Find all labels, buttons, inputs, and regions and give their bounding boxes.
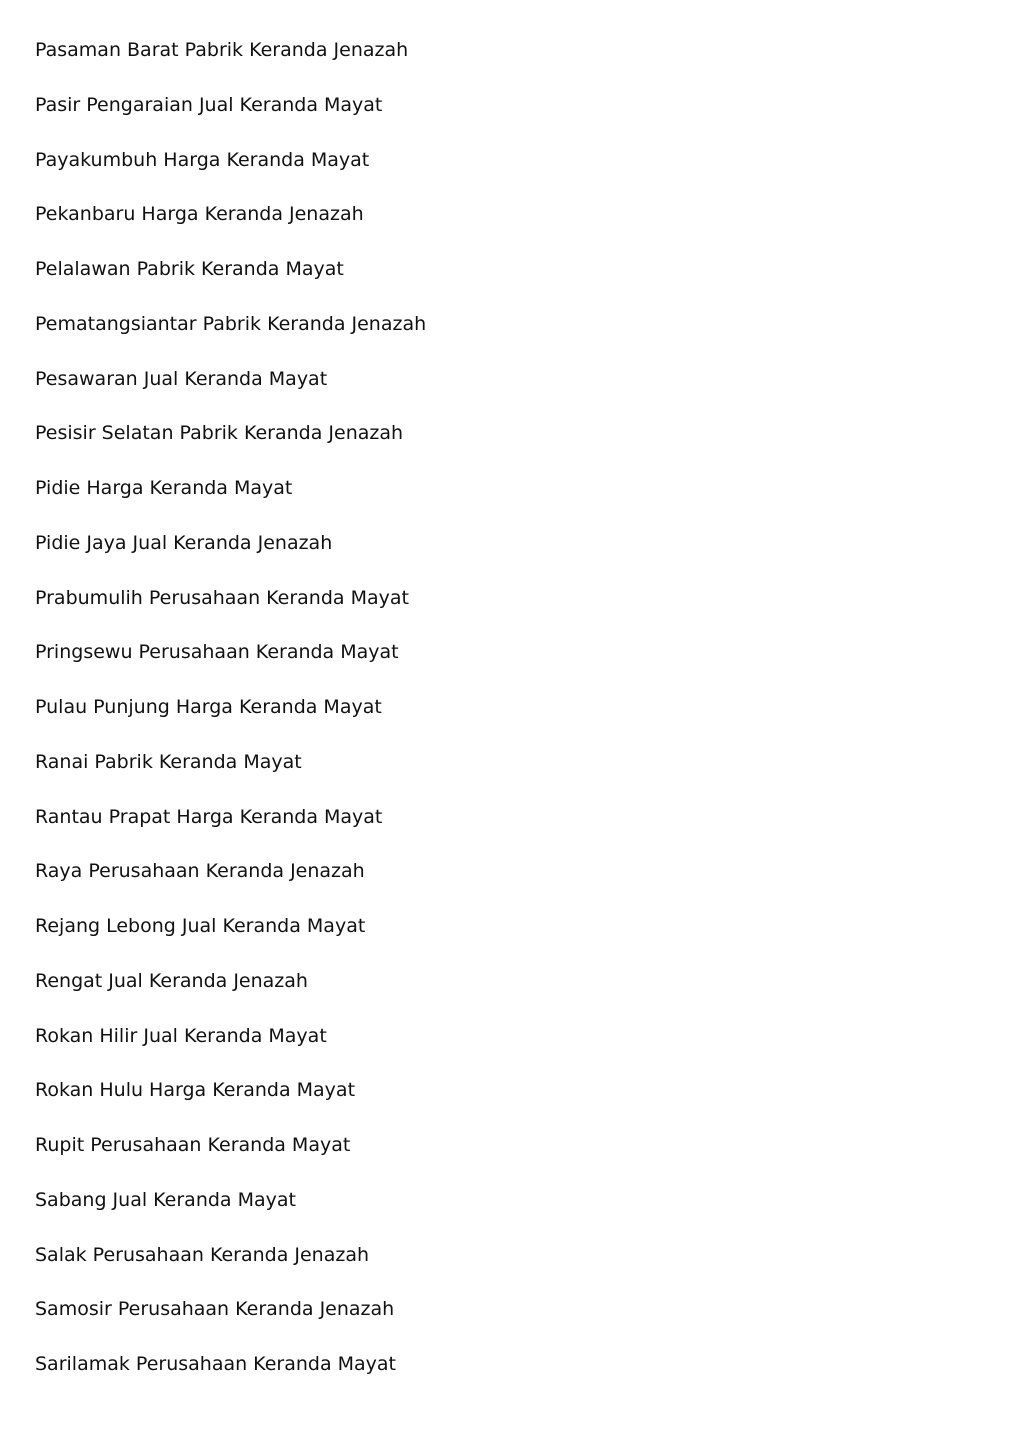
list-item[interactable]: Pasaman Barat Pabrik Keranda Jenazah — [35, 39, 409, 61]
list-item[interactable]: Raya Perusahaan Keranda Jenazah — [35, 860, 365, 883]
list-item[interactable]: Pidie Harga Keranda Mayat — [35, 477, 293, 499]
list-item[interactable]: Ranai Pabrik Keranda Mayat — [35, 750, 302, 773]
list-item[interactable]: Prabumulih Perusahaan Keranda Mayat — [35, 586, 409, 609]
list-item[interactable]: Samosir Perusahaan Keranda Jenazah — [35, 1298, 395, 1321]
list-item[interactable]: Rengat Jual Keranda Jenazah — [35, 969, 308, 992]
list-item[interactable]: Pringsewu Perusahaan Keranda Mayat — [35, 641, 399, 664]
list-item[interactable]: Rokan Hilir Jual Keranda Mayat — [35, 1024, 327, 1047]
list-item[interactable]: Rejang Lebong Jual Keranda Mayat — [35, 915, 366, 937]
list-item[interactable]: Salak Perusahaan Keranda Jenazah — [35, 1243, 370, 1266]
list-item[interactable]: Pulau Punjung Harga Keranda Mayat — [35, 696, 382, 718]
list-item[interactable]: Rupit Perusahaan Keranda Mayat — [35, 1134, 351, 1156]
list-item[interactable]: Pematangsiantar Pabrik Keranda Jenazah — [35, 312, 427, 335]
list-item[interactable]: Rantau Prapat Harga Keranda Mayat — [35, 805, 383, 828]
list-item[interactable]: Pasir Pengaraian Jual Keranda Mayat — [35, 93, 383, 116]
list-item[interactable]: Pesawaran Jual Keranda Mayat — [35, 367, 328, 390]
location-link-list — [35, 36, 426, 1405]
list-item[interactable]: Pekanbaru Harga Keranda Jenazah — [35, 203, 364, 226]
list-item[interactable]: Payakumbuh Harga Keranda Mayat — [35, 148, 370, 171]
list-item[interactable]: Pesisir Selatan Pabrik Keranda Jenazah — [35, 422, 404, 445]
list-item[interactable]: Sabang Jual Keranda Mayat — [35, 1188, 296, 1211]
list-item[interactable]: Pelalawan Pabrik Keranda Mayat — [35, 258, 344, 280]
list-item[interactable]: Sarilamak Perusahaan Keranda Mayat — [35, 1353, 396, 1375]
list-item[interactable]: Rokan Hulu Harga Keranda Mayat — [35, 1079, 356, 1102]
list-item[interactable]: Pidie Jaya Jual Keranda Jenazah — [35, 531, 333, 554]
